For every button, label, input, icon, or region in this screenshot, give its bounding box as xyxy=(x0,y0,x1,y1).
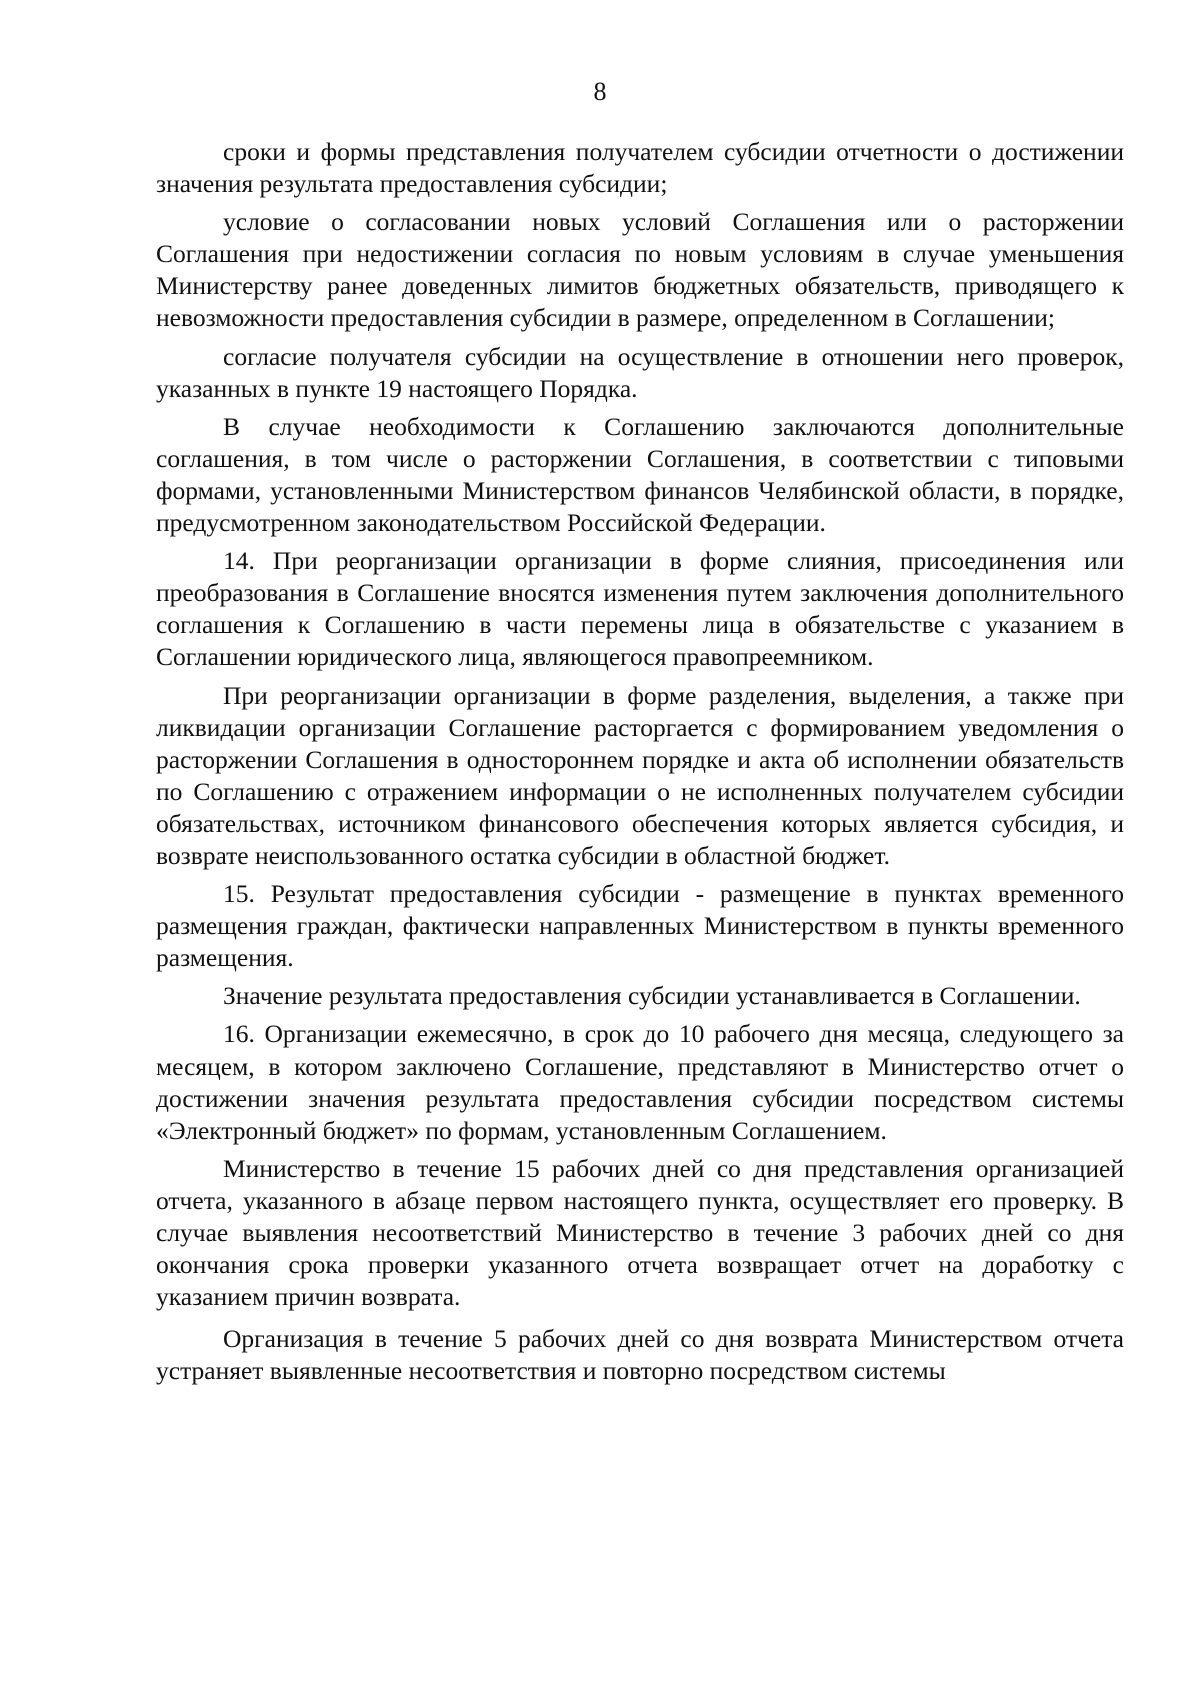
document-body xyxy=(156,136,1124,1387)
page-number: 8 xyxy=(593,77,607,106)
paragraph-14-reorganization-merger: 14. При реорганизации организации в форме слияния, присоединения или преобразования в Соглашение вносятся изменения путем заключения дополнительного соглашения к Соглашению в части перемены лица в обязательстве с указанием в Соглашении юридического лица, являющегося правопреемником. xyxy=(156,546,1124,672)
paragraph-15-result: 15. Результат предоставления субсидии - размещение в пунктах временного размещения граждан, фактически направленных Министерством в пункты временного размещения. xyxy=(156,879,1124,973)
paragraph-report-correction: Организация в течение 5 рабочих дней со дня возврата Министерством отчета устраняет выявленные несоответствия и повторно посредством системы xyxy=(156,1324,1124,1386)
paragraph-agreement-conditions: условие о согласовании новых условий Соглашения или о расторжении Соглашения при недостижении согласия по новым условиям в случае уменьшения Министерству ранее доведенных лимитов бюджетных обязательств, приводящего к невозможности предоставления субсидии в размере, определенном в Соглашении; xyxy=(156,207,1124,333)
paragraph-additional-agreements: В случае необходимости к Соглашению заключаются дополнительные соглашения, в том числе о расторжении Соглашения, в соответствии с типовыми формами, установленными Министерством финансов Челябинской области, в порядке, предусмотренном законодательством Российской Федерации. xyxy=(156,411,1124,538)
paragraph-reorganization-division: При реорганизации организации в форме разделения, выделения, а также при ликвидации организации Соглашение расторгается с формированием уведомления о расторжении Соглашения в одностороннем порядке и акта об исполнении обязательств по Соглашению с отражением информации о не исполненных получателем субсидии обязательствах, источником финансового обеспечения которых является субсидия, и возврате неиспользованного остатка субсидии в областной бюджет. xyxy=(156,680,1124,870)
paragraph-result-value: Значение результата предоставления субсидии устанавливается в Соглашении. xyxy=(223,981,1081,1011)
paragraph-report-verification: Министерство в течение 15 рабочих дней со дня представления организацией отчета, указанного в абзаце первом настоящего пункта, осуществляет его проверку. В случае выявления несоответствий Министерство в течение 3 рабочих дней со дня окончания срока проверки указанного отчета возвращает отчет на доработку с указанием причин возврата. xyxy=(156,1153,1124,1312)
paragraph-16-monthly-report: 16. Организации ежемесячно, в срок до 10 рабочего дня месяца, следующего за месяцем, в котором заключено Соглашение, представляют в Министерство отчет о достижении значения результата предоставления субсидии посредством системы «Электронный бюджет» по формам, установленным Соглашением. xyxy=(156,1019,1124,1145)
paragraph-reporting-terms: сроки и формы представления получателем субсидии отчетности о достижении значения результата предоставления субсидии; xyxy=(156,137,1124,199)
paragraph-inspection-consent: согласие получателя субсидии на осуществление в отношении него проверок, указанных в пункте 19 настоящего Порядка. xyxy=(156,341,1124,403)
